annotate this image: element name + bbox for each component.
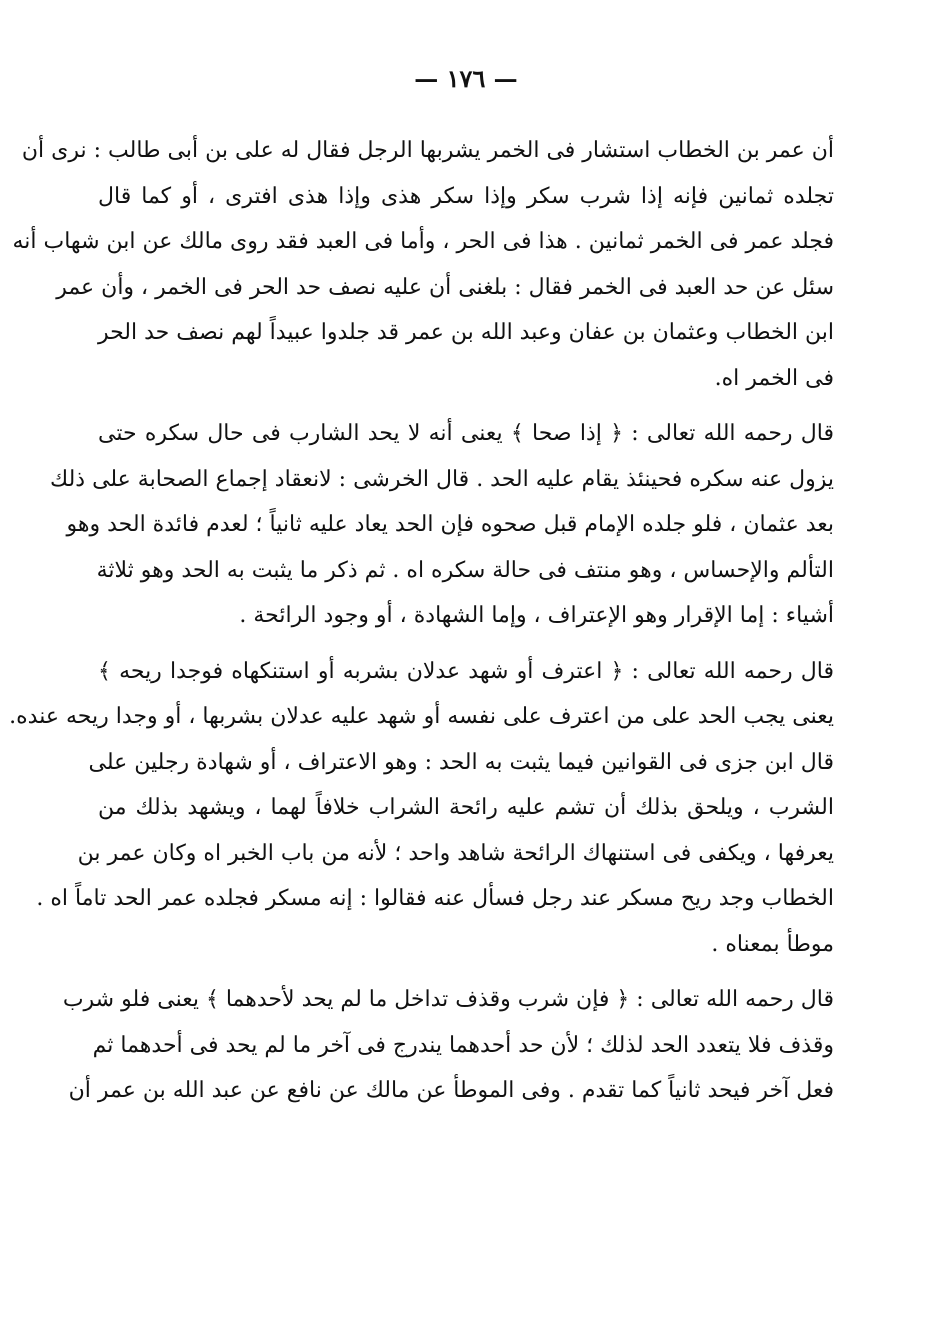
text-line: يزول عنه سكره فحينئذ يقام عليه الحد . قال الخرشى : لانعقاد إجماع الصحابة على ذلك [50, 466, 834, 492]
text-line: أن عمر بن الخطاب استشار فى الخمر يشربها الرجل فقال له على بن أبى طالب : نرى أن [21, 138, 834, 163]
text-line: فى الخمر اه. [714, 365, 834, 391]
text-line: قال رحمه الله تعالى : ﴿ إذا صحا ﴾ يعنى أنه لا يحد الشارب فى حال سكره حتى [98, 421, 834, 446]
text-line: موطأ بمعناه . [711, 931, 834, 957]
text-line: قال ابن جزى فى القوانين فيما يثبت به الحد : وهو الاعتراف ، أو شهادة رجلين على [88, 749, 834, 775]
text-line: سئل عن حد العبد فى الخمر فقال : بلغنى أن عليه نصف حد الحر فى الخمر ، وأن عمر [56, 274, 834, 300]
text-line: قال رحمه الله تعالى : ﴿ اعترف أو شهد عدلان بشربه أو استنكهاه فوجدا ريحه ﴾ [98, 658, 834, 684]
page-number: — ١٧٦ — [414, 64, 518, 93]
paragraph-gap [98, 967, 834, 977]
paragraph-gap [98, 639, 834, 649]
text-line: قال رحمه الله تعالى : ﴿ فإن شرب وقذف تداخل ما لم يحد لأحدهما ﴾ يعنى فلو شرب [62, 987, 834, 1012]
text-line: الشرب ، ويلحق بذلك أن تشم عليه رائحة الشراب خلافاً لهما ، ويشهد بذلك من [98, 795, 834, 820]
text-line: وقذف فلا يتعدد الحد لذلك ؛ لأن حد أحدهما يندرج فى آخر ما لم يحد فى أحدهما ثم [92, 1032, 834, 1058]
text-line: أشياء : إما الإقرار وهو الإعتراف ، وإما الشهادة ، أو وجود الرائحة . [239, 603, 834, 628]
text-line: التألم والإحساس ، وهو منتف فى حالة سكره اه . ثم ذكر ما يثبت به الحد وهو ثلاثة [96, 557, 834, 583]
text-line: يعرفها ، ويكفى فى استنهاك الرائحة شاهد واحد ؛ لأنه من باب الخبر اه وكان عمر بن [77, 840, 834, 866]
text-line: تجلده ثمانين فإنه إذا شرب سكر وإذا سكر هذى وإذا هذى افترى ، أو كما قال [98, 183, 834, 209]
paragraph-gap [98, 401, 834, 411]
paragraph [50, 411, 834, 639]
text-line: بعد عثمان ، فلو جلده الإمام قبل صحوه فإن الحد يعاد عليه ثانياً ؛ لعدم فائدة الحد وهو [66, 512, 834, 537]
text-line: الخطاب وجد ريح مسكر عند رجل فسأل عنه فقالوا : إنه مسكر فجلده عمر الحد تاماً اه . [36, 886, 834, 911]
paragraph [62, 977, 834, 1114]
text-line: ابن الخطاب وعثمان بن عفان وعبد الله بن عمر قد جلدوا عبيداً لهم نصف حد الحر [97, 320, 834, 345]
text-line: فعل آخر فيحد ثانياً كما تقدم . وفى الموطأ عن مالك عن نافع عن عبد الله بن عمر أن [68, 1078, 834, 1103]
text-line: فجلد عمر فى الخمر ثمانين . هذا فى الحر ، وأما فى العبد فقد روى مالك عن ابن شهاب أنه [12, 229, 834, 254]
paragraph [9, 649, 834, 968]
body-text [9, 128, 834, 1114]
paragraph [12, 128, 834, 401]
text-line: يعنى يجب الحد على من اعترف على نفسه أو شهد عليه عدلان بشربها ، أو وجدا ريحه عنده. [9, 704, 834, 729]
